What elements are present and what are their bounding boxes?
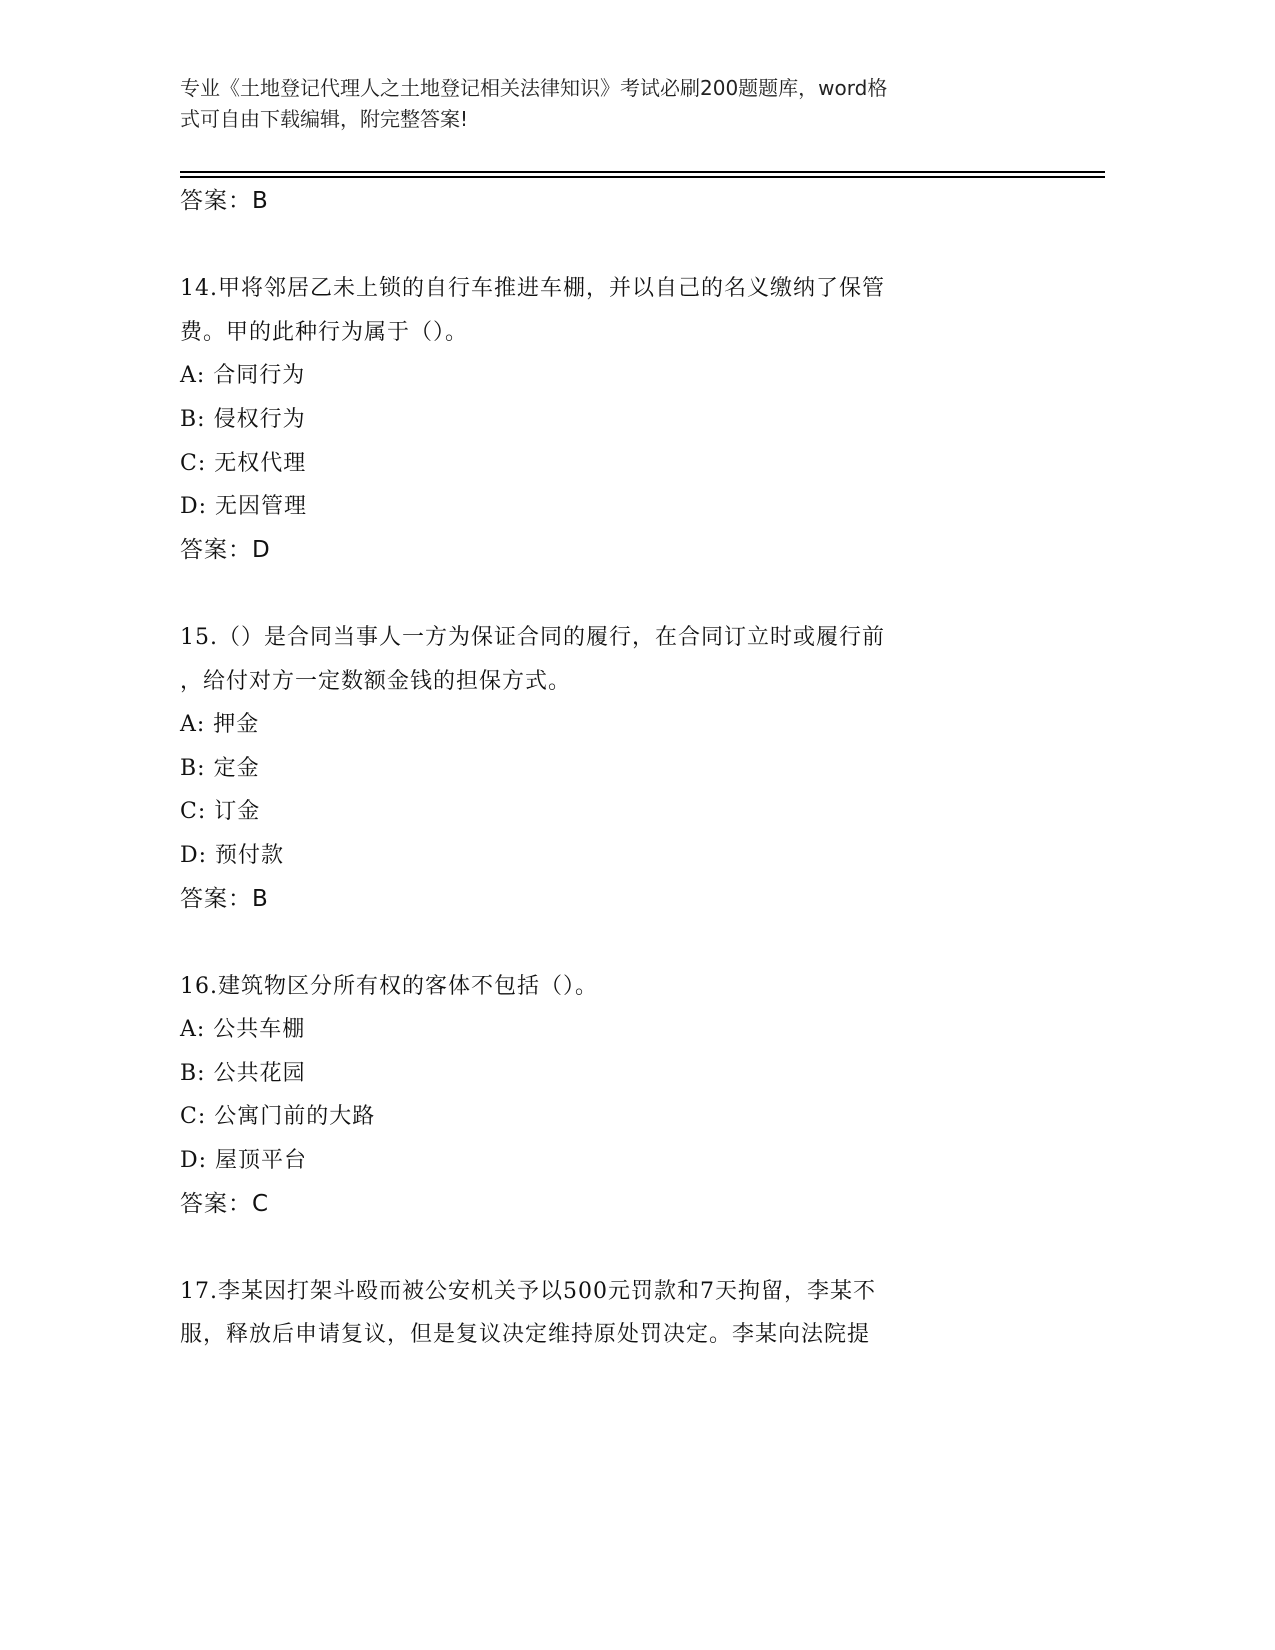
question-16 <box>180 965 1080 1227</box>
spacer <box>180 1226 1080 1270</box>
option-b: B: 公共花园 <box>180 1060 306 1086</box>
question-14 <box>180 267 1080 572</box>
question-list <box>180 180 1080 1357</box>
question-text: 服，释放后申请复议，但是复议决定维持原处罚决定。李某向法院提 <box>180 1322 871 1348</box>
option-c: C: 无权代理 <box>180 450 307 476</box>
answer-line: 答案：B <box>180 188 269 214</box>
spacer <box>180 224 1080 268</box>
option-b: B: 定金 <box>180 755 260 781</box>
spacer <box>180 572 1080 616</box>
header-divider <box>180 176 1105 178</box>
question-text: ，给付对方一定数额金钱的担保方式。 <box>180 668 572 694</box>
option-b: B: 侵权行为 <box>180 406 306 432</box>
option-d: D: 屋顶平台 <box>180 1148 308 1174</box>
header-line: 专业《土地登记代理人之土地登记相关法律知识》考试必刷200题题库，word格 <box>180 76 888 100</box>
option-d: D: 无因管理 <box>180 494 308 520</box>
option-d: D: 预付款 <box>180 842 285 868</box>
question-17 <box>180 1270 1080 1357</box>
answer-line: 答案：C <box>180 1190 270 1217</box>
document-header <box>180 73 887 135</box>
header-line: 式可自由下载编辑，附完整答案! <box>180 107 469 131</box>
option-a: A: 押金 <box>180 712 260 738</box>
question-text: 17.李某因打架斗殴而被公安机关予以500元罚款和7天拘留，李某不 <box>180 1278 876 1304</box>
spacer <box>180 921 1080 965</box>
option-a: A: 公共车棚 <box>180 1017 306 1043</box>
question-15 <box>180 616 1080 921</box>
option-c: C: 公寓门前的大路 <box>180 1104 376 1130</box>
answer-line: 答案：D <box>180 536 271 563</box>
option-a: A: 合同行为 <box>180 363 306 389</box>
question-text: 14.甲将邻居乙未上锁的自行车推进车棚，并以自己的名义缴纳了保管 <box>180 276 885 302</box>
answer-line: 答案：B <box>180 885 269 912</box>
question-text: 16.建筑物区分所有权的客体不包括（）。 <box>180 973 598 999</box>
option-c: C: 订金 <box>180 799 261 825</box>
header-divider <box>180 171 1105 173</box>
question-text: 15.（）是合同当事人一方为保证合同的履行，在合同订立时或履行前 <box>180 624 885 650</box>
question-text: 费。甲的此种行为属于（）。 <box>180 319 469 345</box>
